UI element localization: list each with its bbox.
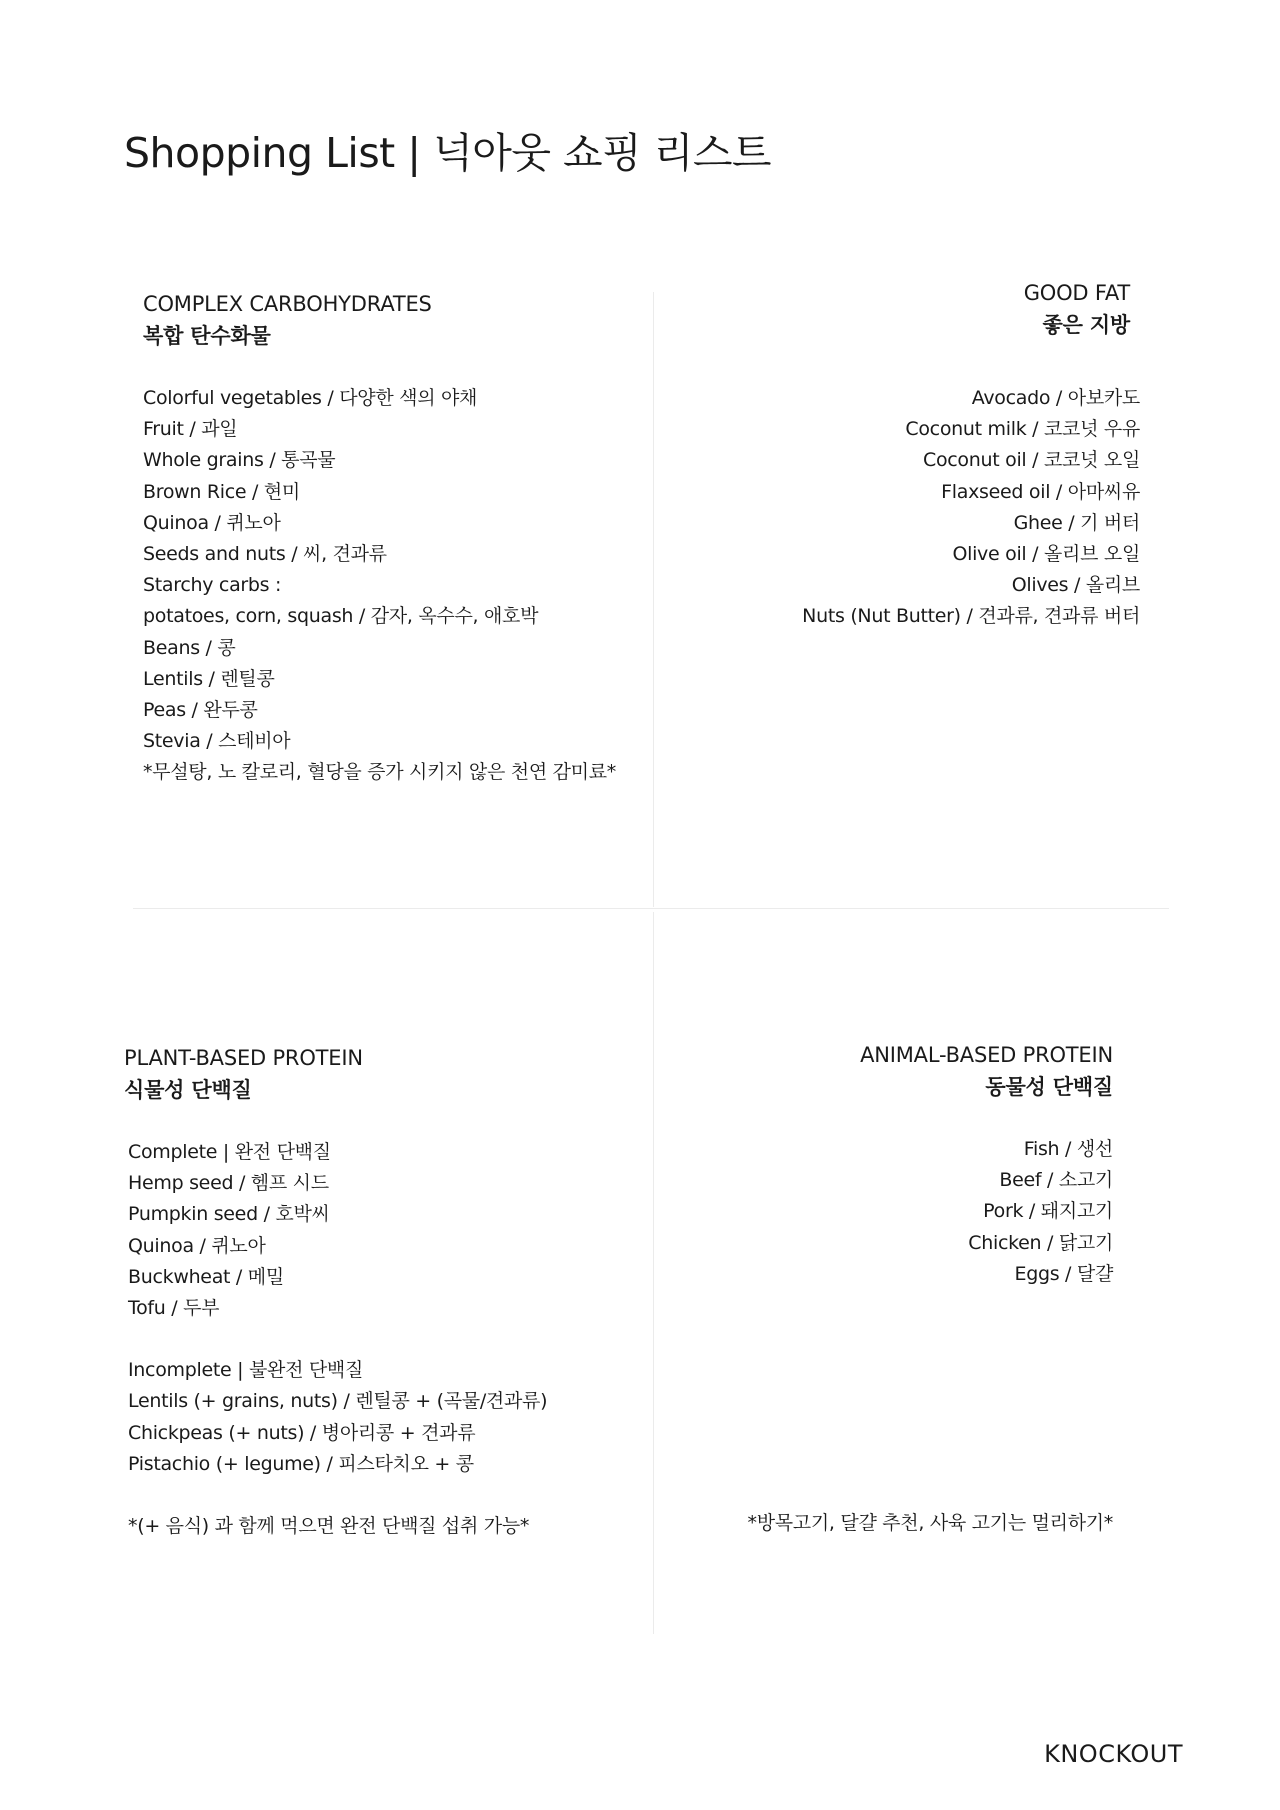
section-heading: ANIMAL-BASED PROTEIN — [860, 1043, 1113, 1067]
plant-protein-note: *(+ 음식) 과 함께 먹으면 완전 단백질 섭취 가능* — [128, 1515, 530, 1538]
list-item: Olive oil / 올리브 오일 — [952, 543, 1140, 566]
list-item: Coconut milk / 코코넛 우유 — [905, 418, 1140, 441]
section-animal-based-protein — [748, 1039, 1114, 1539]
carbs-list — [143, 383, 616, 789]
list-item: Chickpeas (+ nuts) / 병아리콩 + 견과류 — [128, 1421, 476, 1444]
list-item: Whole grains / 통곡물 — [143, 449, 336, 472]
list-item: Pork / 돼지고기 — [983, 1200, 1113, 1223]
section-heading: GOOD FAT — [1023, 281, 1130, 305]
list-item: Pumpkin seed / 호박씨 — [128, 1203, 330, 1226]
list-item: Lentils (+ grains, nuts) / 렌틸콩 + (곡물/견과류) — [128, 1390, 548, 1413]
list-item: *무설탕, 노 칼로리, 혈당을 증가 시키지 않은 천연 감미료* — [143, 761, 616, 784]
list-item: Fish / 생선 — [1023, 1138, 1113, 1160]
list-item: Olives / 올리브 — [1011, 574, 1140, 597]
list-item: Coconut oil / 코코넛 오일 — [922, 449, 1140, 472]
list-item: Beef / 소고기 — [999, 1169, 1113, 1192]
list-item: Eggs / 달걀 — [1014, 1262, 1113, 1285]
vertical-divider-bottom — [653, 912, 654, 1634]
list-item: Pistachio (+ legume) / 피스타치오 + 콩 — [128, 1452, 474, 1475]
animal-protein-list — [748, 1134, 1114, 1290]
section-plant-based-protein — [124, 1042, 547, 1542]
list-item: Incomplete | 불완전 단백질 — [128, 1359, 364, 1382]
list-item: Hemp seed / 헴프 시드 — [128, 1172, 329, 1195]
fat-list — [802, 383, 1140, 633]
section-heading-korean: 동물성 단백질 — [985, 1075, 1113, 1099]
list-item: Seeds and nuts / 씨, 견과류 — [143, 543, 387, 566]
list-item: Colorful vegetables / 다양한 색의 야채 — [143, 387, 478, 409]
list-item: Beans / 콩 — [143, 636, 236, 659]
list-item: Flaxseed oil / 아마씨유 — [941, 480, 1140, 503]
list-item: Lentils / 렌틸콩 — [143, 667, 275, 690]
list-item: Avocado / 아보카도 — [971, 387, 1140, 409]
list-item: Ghee / 기 버터 — [1013, 511, 1140, 534]
list-item: Peas / 완두콩 — [143, 699, 258, 722]
vertical-divider-top — [653, 292, 654, 907]
list-item: Fruit / 과일 — [143, 418, 238, 441]
list-item: Chicken / 닭고기 — [968, 1231, 1113, 1254]
list-item: Nuts (Nut Butter) / 견과류, 견과류 버터 — [802, 605, 1140, 628]
list-item: Stevia / 스테비아 — [143, 730, 291, 753]
brand-logo: KNOCKOUT — [1044, 1740, 1183, 1768]
section-heading-korean: 복합 탄수화물 — [143, 324, 271, 348]
list-item: Starchy carbs : — [143, 574, 282, 597]
list-item: Quinoa / 퀴노아 — [128, 1234, 266, 1257]
list-item: potatoes, corn, squash / 감자, 옥수수, 애호박 — [143, 605, 539, 628]
list-item: Tofu / 두부 — [128, 1297, 220, 1320]
incomplete-protein-list — [128, 1355, 547, 1480]
list-item: Complete | 완전 단백질 — [128, 1141, 331, 1163]
complete-protein-list — [128, 1137, 547, 1324]
section-heading-korean: 식물성 단백질 — [124, 1078, 252, 1102]
animal-protein-note: *방목고기, 달걀 추천, 사육 고기는 멀리하기* — [747, 1512, 1113, 1535]
page-title: Shopping List | 넉아웃 쇼핑 리스트 — [124, 129, 772, 177]
horizontal-divider — [133, 908, 1169, 909]
section-heading-korean: 좋은 지방 — [1042, 313, 1130, 337]
section-heading: PLANT-BASED PROTEIN — [124, 1046, 363, 1070]
list-item: Brown Rice / 현미 — [143, 480, 300, 503]
section-good-fat — [802, 277, 1140, 633]
list-item: Quinoa / 퀴노아 — [143, 511, 281, 534]
section-complex-carbohydrates — [143, 288, 616, 789]
list-item: Buckwheat / 메밀 — [128, 1265, 284, 1288]
section-heading: COMPLEX CARBOHYDRATES — [143, 292, 432, 316]
